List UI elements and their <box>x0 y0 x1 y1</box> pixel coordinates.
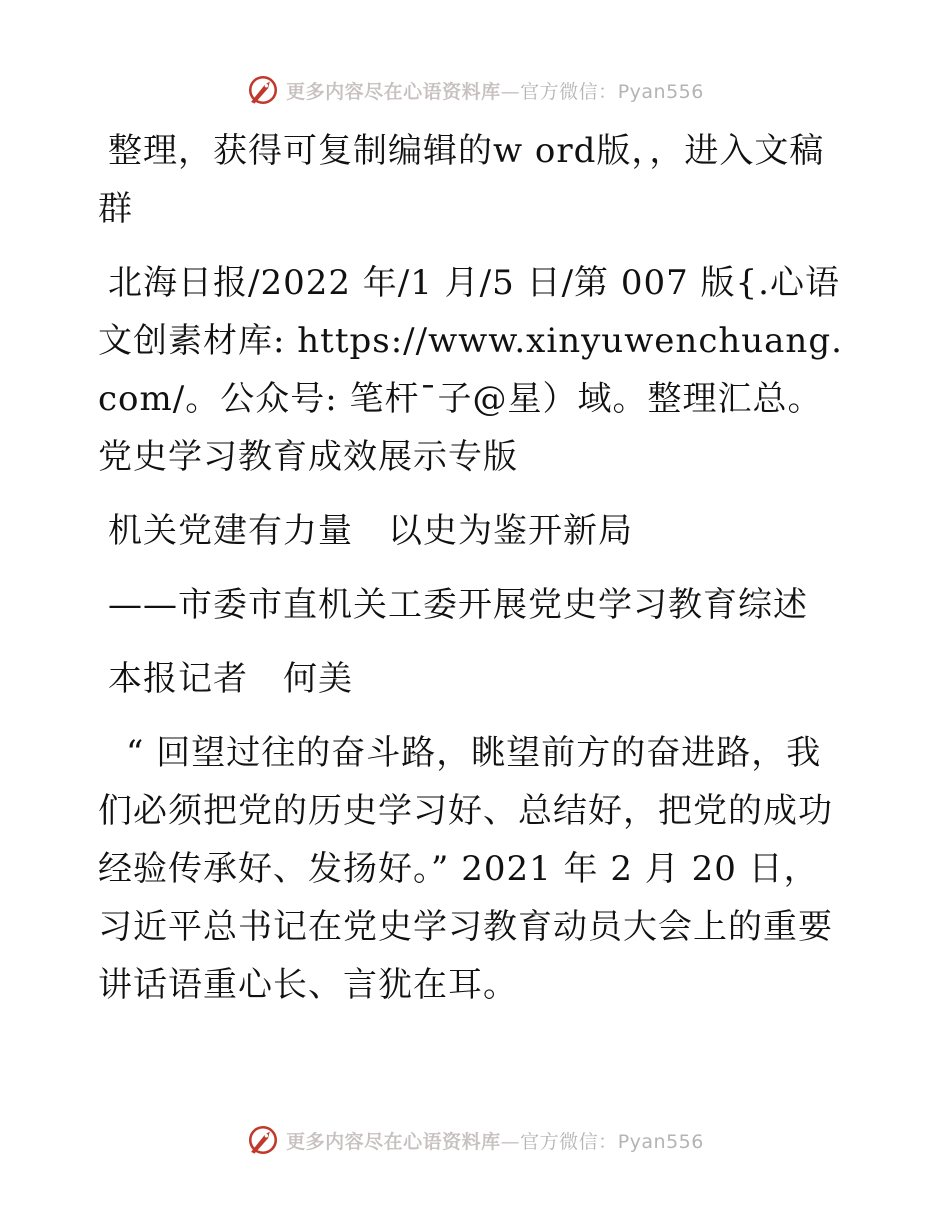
intro-note: 整理，获得可复制编辑的w ord版，，进入文稿群 <box>98 131 825 229</box>
body-paragraph: “ 回望过往的奋斗路，眺望前方的奋进路，我们必须把党的历史学习好、总结好，把党的成功经验传承好、发扬好。” 2021 年 2 月 20 日，习近平总书记在党史学习教育动员大会上的重要讲话语重心长、言犹在耳。 <box>98 733 833 1005</box>
banner-text: 更多内容尽在心语资料库—官方微信：Pyan556 <box>286 1130 704 1153</box>
banner-text: 更多内容尽在心语资料库—官方微信：Pyan556 <box>286 80 704 103</box>
header-banner <box>0 70 950 110</box>
document-body <box>98 122 850 1014</box>
article-title: 机关党建有力量 以史为鉴开新局 <box>108 511 633 551</box>
wechat-id: Pyan556 <box>617 1130 704 1153</box>
pen-nib-circle-icon <box>246 73 280 107</box>
article-subtitle: ——市委市直机关工委开展党史学习教育综述 <box>108 585 808 625</box>
pen-nib-circle-icon <box>246 1123 280 1157</box>
wechat-id: Pyan556 <box>617 80 704 103</box>
source-line: 北海日报/2022 年/1 月/5 日/第 007 版{.心语文创素材库: https://www.xinyuwenchuang.com/。公众号: 笔杆¯子@星）域。整理汇总。党史学习教育成效展示专版 <box>98 263 843 477</box>
byline: 本报记者 何美 <box>108 659 353 699</box>
footer-banner <box>0 1120 950 1160</box>
